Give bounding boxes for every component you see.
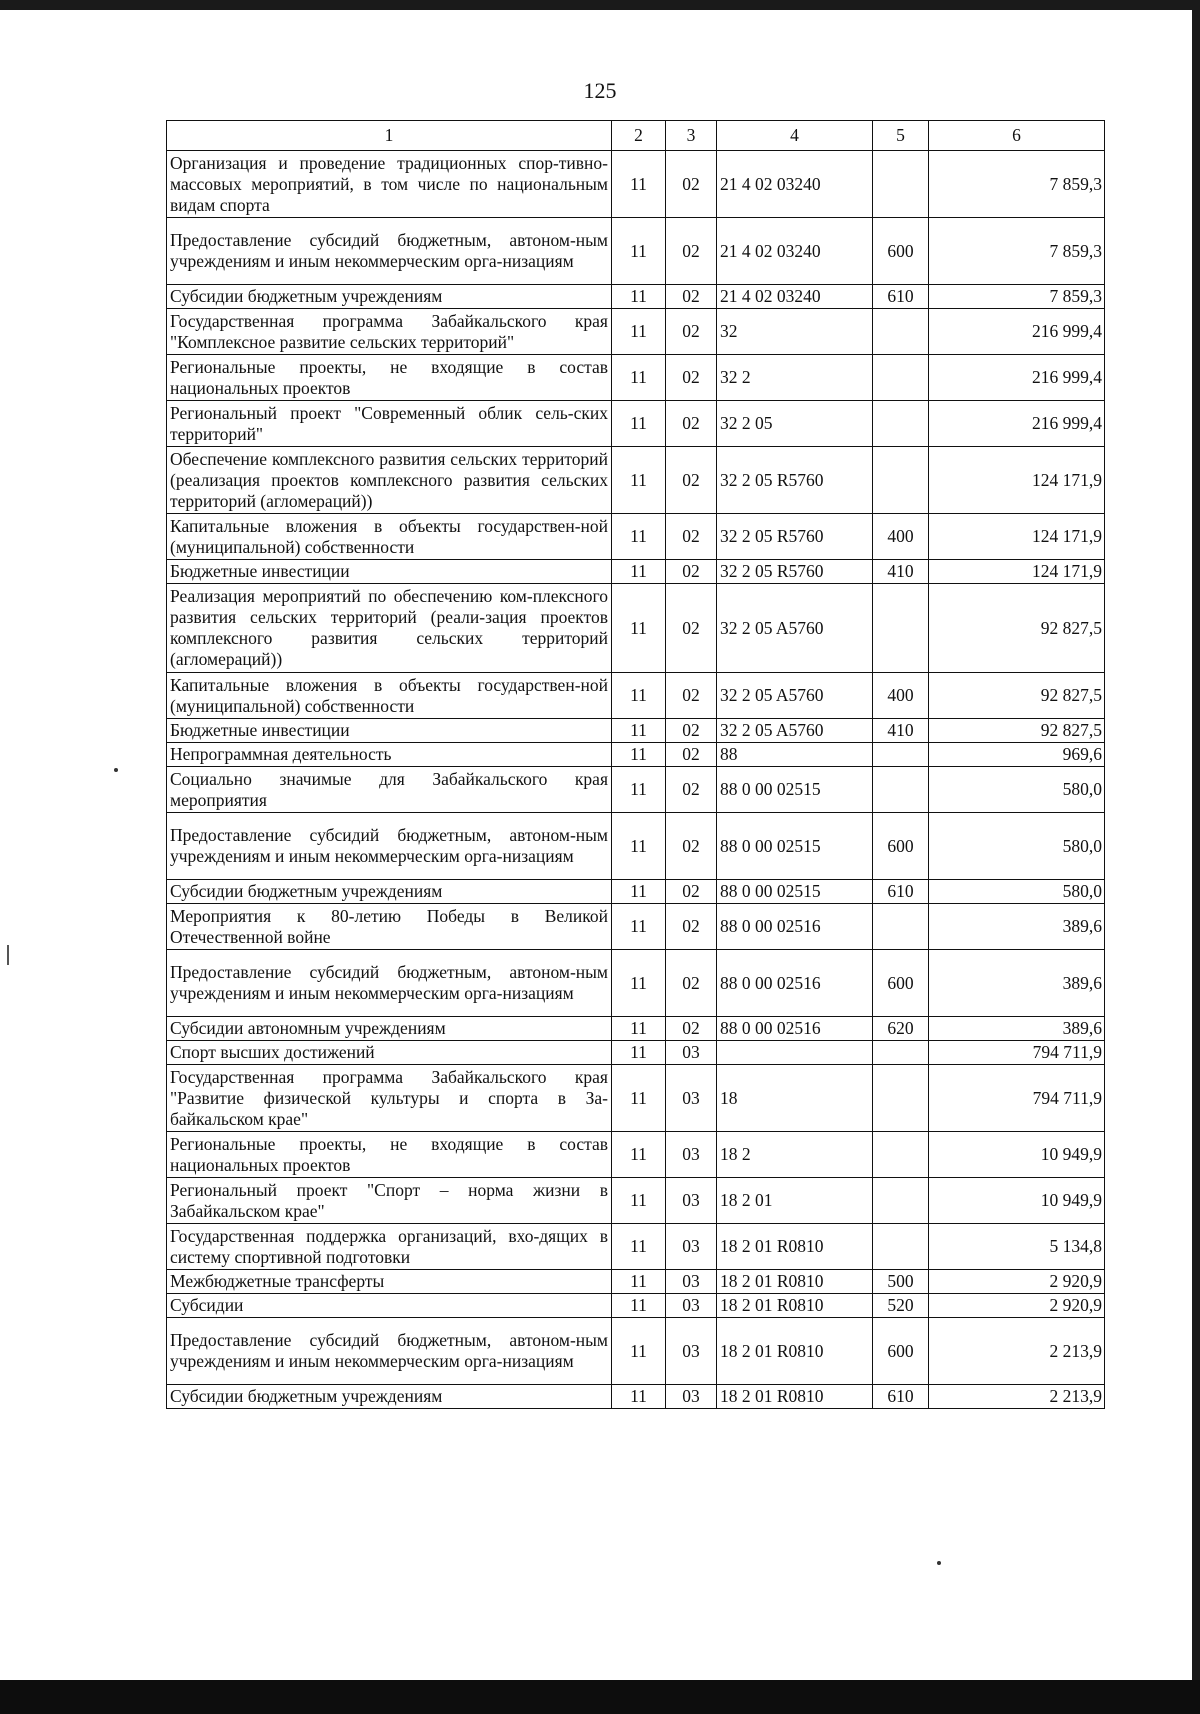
row-name-cell: Региональные проекты, не входящие в состав национальных проектов [167,355,612,401]
table-row [167,514,1105,560]
scan-edge-right [1192,0,1200,1714]
row-name-cell: Организация и проведение традиционных спор-тивно-массовых мероприятий, в том числе по национальным видам спорта [167,151,612,218]
table-row [167,355,1105,401]
row-subsection-cell: 02 [666,1017,717,1041]
row-name-cell: Предоставление субсидий бюджетным, автоном-ным учреждениям и иным некоммерческим орга-низациям [167,218,612,285]
row-target-code-cell: 18 2 [717,1132,873,1178]
table-row [167,1132,1105,1178]
row-expense-type-cell [873,904,929,950]
row-target-code-cell: 32 2 [717,355,873,401]
row-amount-cell: 216 999,4 [929,309,1105,355]
row-expense-type-cell [873,401,929,447]
row-expense-type-cell: 400 [873,514,929,560]
row-name-cell: Мероприятия к 80-летию Победы в Великой Отечественной войне [167,904,612,950]
row-expense-type-cell: 600 [873,813,929,880]
row-section-cell: 11 [612,673,666,719]
row-section-cell: 11 [612,1132,666,1178]
row-amount-cell: 389,6 [929,950,1105,1017]
row-section-cell: 11 [612,1270,666,1294]
header-col-6: 6 [929,121,1105,151]
row-amount-cell: 92 827,5 [929,719,1105,743]
row-section-cell: 11 [612,1041,666,1065]
header-col-1: 1 [167,121,612,151]
row-expense-type-cell [873,447,929,514]
scan-speck [937,1561,941,1565]
row-amount-cell: 5 134,8 [929,1224,1105,1270]
row-name-cell: Региональный проект "Современный облик сель-ских территорий" [167,401,612,447]
row-target-code-cell: 32 2 05 A5760 [717,584,873,673]
row-name-cell: Субсидии бюджетным учреждениям [167,1385,612,1409]
row-section-cell: 11 [612,1294,666,1318]
row-subsection-cell: 02 [666,447,717,514]
table-row [167,285,1105,309]
row-name-cell: Предоставление субсидий бюджетным, автоном-ным учреждениям и иным некоммерческим орга-низациям [167,1318,612,1385]
row-amount-cell: 794 711,9 [929,1041,1105,1065]
row-expense-type-cell: 500 [873,1270,929,1294]
row-amount-cell: 389,6 [929,904,1105,950]
row-target-code-cell: 32 [717,309,873,355]
row-amount-cell: 216 999,4 [929,401,1105,447]
row-target-code-cell: 18 2 01 [717,1178,873,1224]
row-subsection-cell: 02 [666,880,717,904]
row-subsection-cell: 03 [666,1385,717,1409]
row-subsection-cell: 02 [666,560,717,584]
table-row [167,401,1105,447]
row-section-cell: 11 [612,355,666,401]
row-expense-type-cell [873,1132,929,1178]
row-amount-cell: 2 213,9 [929,1318,1105,1385]
row-subsection-cell: 02 [666,514,717,560]
row-section-cell: 11 [612,151,666,218]
row-target-code-cell: 18 [717,1065,873,1132]
row-amount-cell: 7 859,3 [929,151,1105,218]
header-col-5: 5 [873,121,929,151]
table-row [167,880,1105,904]
header-col-2: 2 [612,121,666,151]
row-expense-type-cell [873,355,929,401]
row-expense-type-cell [873,309,929,355]
row-name-cell: Бюджетные инвестиции [167,560,612,584]
table-row [167,1178,1105,1224]
row-name-cell: Межбюджетные трансферты [167,1270,612,1294]
row-target-code-cell: 88 0 00 02516 [717,950,873,1017]
row-expense-type-cell: 400 [873,673,929,719]
row-section-cell: 11 [612,1224,666,1270]
row-section-cell: 11 [612,447,666,514]
row-expense-type-cell: 610 [873,285,929,309]
table-row [167,1224,1105,1270]
row-name-cell: Непрограммная деятельность [167,743,612,767]
row-subsection-cell: 02 [666,904,717,950]
row-subsection-cell: 02 [666,584,717,673]
row-section-cell: 11 [612,285,666,309]
row-name-cell: Капитальные вложения в объекты государствен-ной (муниципальной) собственности [167,673,612,719]
scan-edge-bottom [0,1680,1200,1714]
scan-mark [7,945,9,965]
row-amount-cell: 10 949,9 [929,1132,1105,1178]
row-subsection-cell: 02 [666,719,717,743]
table-row [167,673,1105,719]
row-amount-cell: 580,0 [929,813,1105,880]
table-body [167,151,1105,1409]
table-row [167,309,1105,355]
row-amount-cell: 10 949,9 [929,1178,1105,1224]
row-target-code-cell: 88 0 00 02515 [717,880,873,904]
row-amount-cell: 92 827,5 [929,673,1105,719]
row-expense-type-cell [873,1065,929,1132]
row-amount-cell: 580,0 [929,880,1105,904]
row-expense-type-cell: 410 [873,560,929,584]
row-name-cell: Предоставление субсидий бюджетным, автоном-ным учреждениям и иным некоммерческим орга-низациям [167,813,612,880]
row-target-code-cell: 32 2 05 R5760 [717,447,873,514]
row-expense-type-cell [873,151,929,218]
row-subsection-cell: 03 [666,1065,717,1132]
row-name-cell: Субсидии бюджетным учреждениям [167,285,612,309]
row-amount-cell: 124 171,9 [929,514,1105,560]
row-target-code-cell [717,1041,873,1065]
row-expense-type-cell: 600 [873,1318,929,1385]
row-target-code-cell: 21 4 02 03240 [717,218,873,285]
row-amount-cell: 216 999,4 [929,355,1105,401]
row-name-cell: Региональные проекты, не входящие в состав национальных проектов [167,1132,612,1178]
row-target-code-cell: 21 4 02 03240 [717,151,873,218]
row-expense-type-cell: 610 [873,1385,929,1409]
row-name-cell: Социально значимые для Забайкальского края мероприятия [167,767,612,813]
row-expense-type-cell: 520 [873,1294,929,1318]
row-section-cell: 11 [612,309,666,355]
row-expense-type-cell: 600 [873,950,929,1017]
scan-edge-top [0,0,1200,10]
row-name-cell: Реализация мероприятий по обеспечению ком-плексного развития сельских территорий (реали-зация проектов комплексного развития сельских территорий (агломераций)) [167,584,612,673]
row-name-cell: Капитальные вложения в объекты государствен-ной (муниципальной) собственности [167,514,612,560]
row-target-code-cell: 88 [717,743,873,767]
row-name-cell: Бюджетные инвестиции [167,719,612,743]
row-expense-type-cell: 600 [873,218,929,285]
row-target-code-cell: 32 2 05 R5760 [717,560,873,584]
table-row [167,904,1105,950]
row-target-code-cell: 32 2 05 A5760 [717,673,873,719]
row-subsection-cell: 02 [666,401,717,447]
table-row [167,1065,1105,1132]
row-section-cell: 11 [612,1385,666,1409]
row-target-code-cell: 18 2 01 R0810 [717,1224,873,1270]
row-subsection-cell: 02 [666,309,717,355]
row-target-code-cell: 32 2 05 [717,401,873,447]
row-target-code-cell: 18 2 01 R0810 [717,1270,873,1294]
row-amount-cell: 969,6 [929,743,1105,767]
row-section-cell: 11 [612,950,666,1017]
row-subsection-cell: 03 [666,1178,717,1224]
scan-speck [114,768,118,772]
row-subsection-cell: 03 [666,1224,717,1270]
row-target-code-cell: 88 0 00 02516 [717,904,873,950]
row-name-cell: Спорт высших достижений [167,1041,612,1065]
row-name-cell: Обеспечение комплексного развития сельских территорий (реализация проектов комплексного развития сельских территорий (агломераций)) [167,447,612,514]
row-section-cell: 11 [612,904,666,950]
row-section-cell: 11 [612,743,666,767]
row-target-code-cell: 21 4 02 03240 [717,285,873,309]
row-section-cell: 11 [612,719,666,743]
table-row [167,1318,1105,1385]
row-name-cell: Предоставление субсидий бюджетным, автоном-ным учреждениям и иным некоммерческим орга-низациям [167,950,612,1017]
row-name-cell: Региональный проект "Спорт – норма жизни в Забайкальском крае" [167,1178,612,1224]
row-subsection-cell: 02 [666,151,717,218]
row-subsection-cell: 02 [666,355,717,401]
row-section-cell: 11 [612,514,666,560]
row-subsection-cell: 02 [666,950,717,1017]
row-amount-cell: 92 827,5 [929,584,1105,673]
row-subsection-cell: 02 [666,743,717,767]
row-target-code-cell: 32 2 05 R5760 [717,514,873,560]
row-subsection-cell: 03 [666,1041,717,1065]
header-row [167,121,1105,151]
table-row [167,447,1105,514]
table-row [167,151,1105,218]
row-target-code-cell: 88 0 00 02515 [717,767,873,813]
row-expense-type-cell [873,1224,929,1270]
row-expense-type-cell: 620 [873,1017,929,1041]
table-row [167,1017,1105,1041]
row-target-code-cell: 18 2 01 R0810 [717,1294,873,1318]
row-amount-cell: 7 859,3 [929,218,1105,285]
row-amount-cell: 794 711,9 [929,1065,1105,1132]
row-expense-type-cell [873,584,929,673]
row-amount-cell: 2 213,9 [929,1385,1105,1409]
row-section-cell: 11 [612,767,666,813]
row-subsection-cell: 03 [666,1132,717,1178]
row-name-cell: Субсидии бюджетным учреждениям [167,880,612,904]
table-header [167,121,1105,151]
row-section-cell: 11 [612,813,666,880]
row-target-code-cell: 18 2 01 R0810 [717,1385,873,1409]
row-section-cell: 11 [612,1065,666,1132]
row-target-code-cell: 18 2 01 R0810 [717,1318,873,1385]
row-section-cell: 11 [612,880,666,904]
header-col-4: 4 [717,121,873,151]
row-expense-type-cell: 410 [873,719,929,743]
table-row [167,1270,1105,1294]
row-section-cell: 11 [612,1318,666,1385]
table-row [167,584,1105,673]
row-amount-cell: 389,6 [929,1017,1105,1041]
row-target-code-cell: 88 0 00 02515 [717,813,873,880]
row-name-cell: Государственная поддержка организаций, вхо-дящих в систему спортивной подготовки [167,1224,612,1270]
table-row [167,767,1105,813]
row-expense-type-cell [873,743,929,767]
row-amount-cell: 7 859,3 [929,285,1105,309]
row-subsection-cell: 02 [666,218,717,285]
row-section-cell: 11 [612,1178,666,1224]
budget-table [166,120,1105,1409]
row-amount-cell: 124 171,9 [929,560,1105,584]
row-section-cell: 11 [612,1017,666,1041]
row-target-code-cell: 32 2 05 A5760 [717,719,873,743]
row-section-cell: 11 [612,560,666,584]
row-section-cell: 11 [612,401,666,447]
page-number: 125 [583,78,617,103]
row-amount-cell: 2 920,9 [929,1270,1105,1294]
row-amount-cell: 580,0 [929,767,1105,813]
table-row [167,743,1105,767]
row-expense-type-cell: 610 [873,880,929,904]
table-row [167,218,1105,285]
row-subsection-cell: 03 [666,1270,717,1294]
table-row [167,813,1105,880]
row-subsection-cell: 02 [666,767,717,813]
row-name-cell: Субсидии автономным учреждениям [167,1017,612,1041]
row-subsection-cell: 02 [666,813,717,880]
table-row [167,719,1105,743]
row-subsection-cell: 02 [666,285,717,309]
row-expense-type-cell [873,767,929,813]
row-name-cell: Государственная программа Забайкальского края "Развитие физической культуры и спорта в За-байкальском крае" [167,1065,612,1132]
table-row [167,560,1105,584]
row-expense-type-cell [873,1041,929,1065]
row-amount-cell: 2 920,9 [929,1294,1105,1318]
row-subsection-cell: 02 [666,673,717,719]
table-row [167,1041,1105,1065]
row-name-cell: Государственная программа Забайкальского края "Комплексное развитие сельских территорий" [167,309,612,355]
header-col-3: 3 [666,121,717,151]
table-row [167,950,1105,1017]
row-name-cell: Субсидии [167,1294,612,1318]
row-target-code-cell: 88 0 00 02516 [717,1017,873,1041]
row-expense-type-cell [873,1178,929,1224]
row-subsection-cell: 03 [666,1318,717,1385]
row-section-cell: 11 [612,584,666,673]
row-section-cell: 11 [612,218,666,285]
row-amount-cell: 124 171,9 [929,447,1105,514]
table-row [167,1294,1105,1318]
row-subsection-cell: 03 [666,1294,717,1318]
table-row [167,1385,1105,1409]
